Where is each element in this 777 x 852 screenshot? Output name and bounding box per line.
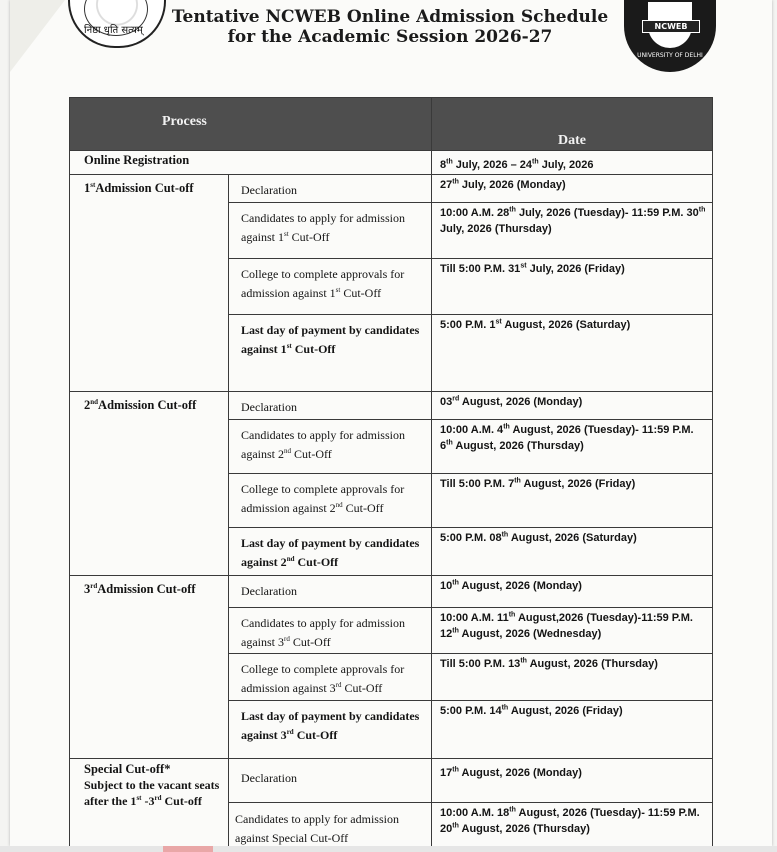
online-registration-label: Online Registration [70,151,432,175]
bottom-strip-mark [163,846,213,852]
process-cell: Candidates to apply for admission against 1st Cut-Off [229,203,432,259]
date-cell: Till 5:00 P.M. 13th August, 2026 (Thursday) [432,654,713,701]
date-cell: 03rd August, 2026 (Monday) [432,392,713,420]
process-cell: College to complete approvals for admission against 1st Cut-Off [229,259,432,315]
date-cell: 10:00 A.M. 18th August, 2026 (Tuesday)- 11:59 P.M. 20th August, 2026 (Thursday) [432,803,713,851]
process-cell: Declaration [229,759,432,803]
cutoff3-label: 3rdAdmission Cut-off [70,576,229,759]
process-cell: Declaration [229,576,432,608]
ncweb-logo-text: NCWEB [642,20,700,33]
date-cell: 10:00 A.M. 4th August, 2026 (Tuesday)- 11:59 P.M. 6th August, 2026 (Thursday) [432,420,713,474]
table-row [70,392,713,420]
date-cell: 5:00 P.M. 14th August, 2026 (Friday) [432,701,713,759]
date-cell: 10:00 A.M. 28th July, 2026 (Tuesday)- 11:59 P.M. 30th July, 2026 (Thursday) [432,203,713,259]
process-cell: Declaration [229,175,432,203]
header-process: Process [70,98,432,151]
process-cell: College to complete approvals for admission against 2nd Cut-Off [229,474,432,528]
page-fold [10,0,65,72]
table-row [70,151,713,175]
table-row [70,175,713,203]
date-cell: Till 5:00 P.M. 31st July, 2026 (Friday) [432,259,713,315]
page-title [150,7,630,47]
special-cutoff-title: Special Cut-off* [84,762,171,776]
process-cell: Declaration [229,392,432,420]
cutoff2-label: 2ndAdmission Cut-off [70,392,229,576]
special-cutoff-note: Subject to the vacant seats after the 1st -3rd Cut-off [84,778,220,808]
date-cell: 10th August, 2026 (Monday) [432,576,713,608]
process-cell: Last day of payment by candidates against 2nd Cut-Off [229,528,432,576]
process-cell: Candidates to apply for admission against Special Cut-Off [229,803,432,851]
admission-schedule-table [69,97,713,851]
special-cutoff-label [70,759,229,851]
process-cell: Last day of payment by candidates against 1st Cut-Off [229,315,432,392]
table-header-row [70,98,713,151]
process-cell: Candidates to apply for admission against 2nd Cut-Off [229,420,432,474]
date-cell: 17th August, 2026 (Monday) [432,759,713,803]
process-cell: College to complete approvals for admission against 3rd Cut-Off [229,654,432,701]
online-registration-date: 8th July, 2026 – 24th July, 2026 [432,151,713,175]
bottom-strip [0,846,777,852]
date-cell: 10:00 A.M. 11th August,2026 (Tuesday)-11:59 P.M. 12th August, 2026 (Wednesday) [432,608,713,654]
cutoff1-label: 1stAdmission Cut-off [70,175,229,392]
title-line-2: for the Academic Session 2026-27 [227,27,553,47]
ncweb-logo-ring-text: UNIVERSITY OF DELHI [637,52,703,59]
date-cell: 5:00 P.M. 1st August, 2026 (Saturday) [432,315,713,392]
header-date: Date [432,98,713,151]
process-cell: Last day of payment by candidates against 3rd Cut-Off [229,701,432,759]
table-row [70,759,713,803]
date-cell: 5:00 P.M. 08th August, 2026 (Saturday) [432,528,713,576]
seal-motto: निष्ठा धृति सत्यम् [84,25,143,36]
process-cell: Candidates to apply for admission against 3rd Cut-Off [229,608,432,654]
date-cell: Till 5:00 P.M. 7th August, 2026 (Friday) [432,474,713,528]
title-line-1: Tentative NCWEB Online Admission Schedule [171,7,609,27]
date-cell: 27th July, 2026 (Monday) [432,175,713,203]
table-row [70,576,713,608]
